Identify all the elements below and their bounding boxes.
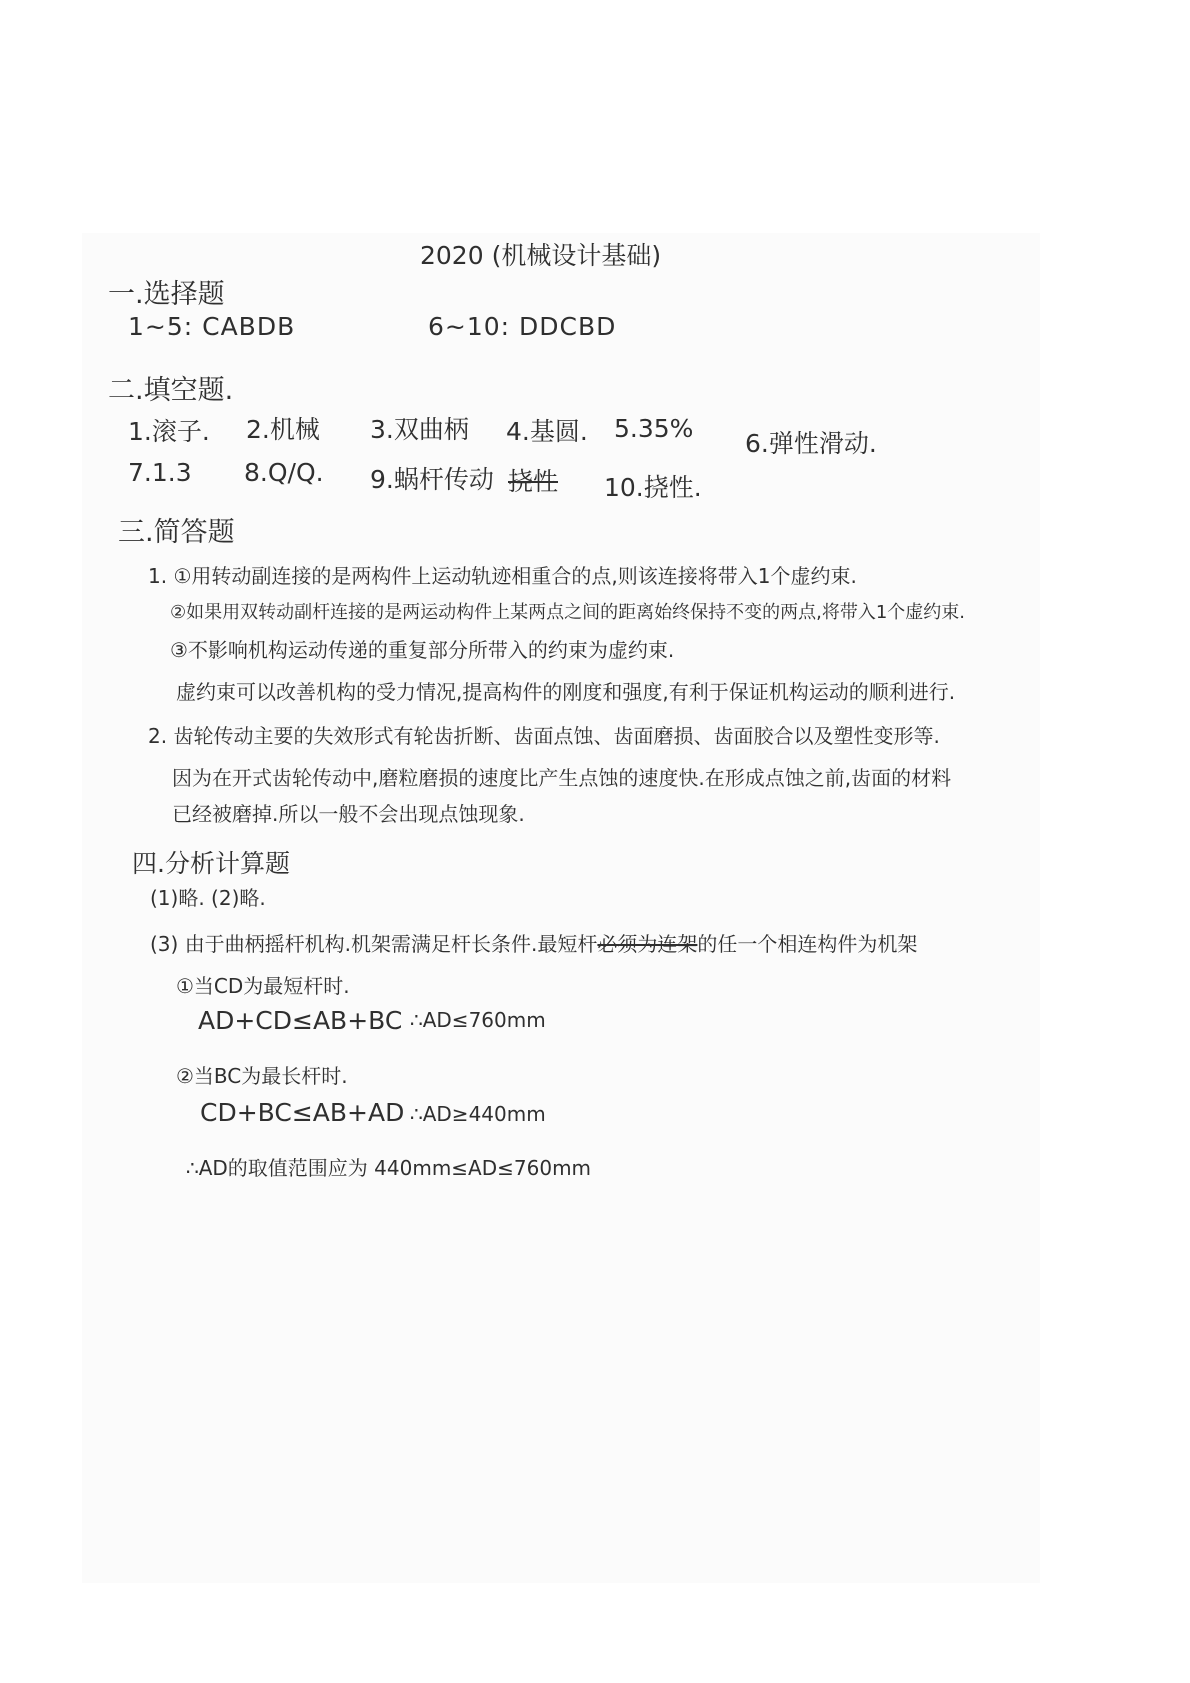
q1-line-2: ②如果用双转动副杆连接的是两运动构件上某两点之间的距离始终保持不变的两点,将带入1个虚约束.	[170, 602, 966, 623]
fill-item-6: 6.弹性滑动.	[745, 429, 877, 458]
case2-result: ∴AD≥440mm	[410, 1102, 546, 1126]
q1-line-1: 1. ①用转动副连接的是两构件上运动轨迹相重合的点,则该连接将带入1个虚约束.	[148, 564, 857, 588]
case1-equation: AD+CD≤AB+BC	[198, 1006, 403, 1035]
fill-item-1: 1.滚子.	[128, 417, 210, 446]
fill-item-3: 3.双曲柄	[370, 415, 469, 444]
calc-part-3-end: 的任一个相连构件为机架	[697, 932, 918, 956]
fill-item-10: 10.挠性.	[604, 473, 702, 502]
section4-heading: 四.分析计算题	[132, 849, 290, 878]
calc-part-3-struck: 必须为连架	[597, 932, 698, 956]
fill-item-7: 7.1.3	[128, 458, 192, 487]
q2-line-1: 2. 齿轮传动主要的失效形式有轮齿折断、齿面点蚀、齿面磨损、齿面胶合以及塑性变形等.	[148, 724, 940, 748]
crossed-out-word: 挠性	[508, 467, 559, 496]
q2-line-3: 已经被磨掉.所以一般不会出现点蚀现象.	[172, 802, 525, 826]
q1-line-4: 虚约束可以改善机构的受力情况,提高构件的刚度和强度,有利于保证机构运动的顺利进行.	[176, 680, 956, 704]
q1-line-3: ③不影响机构运动传递的重复部分所带入的约束为虚约束.	[170, 638, 675, 662]
calc-part-3-start: (3) 由于曲柄摇杆机构.机架需满足杆长条件.最短杆	[150, 932, 598, 956]
q2-line-2: 因为在开式齿轮传动中,磨粒磨损的速度比产生点蚀的速度快.在形成点蚀之前,齿面的材料	[172, 766, 952, 790]
calc-part-3	[150, 928, 917, 957]
fill-item-9: 9.蜗杆传动	[370, 465, 494, 494]
page-title: 2020 (机械设计基础)	[420, 241, 662, 270]
choice-answers-6-10: 6~10: DDCBD	[428, 312, 617, 341]
case1-result: ∴AD≤760mm	[410, 1008, 546, 1032]
section1-heading: 一.选择题	[108, 279, 225, 310]
section3-heading: 三.简答题	[118, 517, 235, 548]
choice-answers-1-5: 1~5: CABDB	[128, 312, 296, 341]
conclusion: ∴AD的取值范围应为 440mm≤AD≤760mm	[186, 1156, 592, 1180]
case2-equation: CD+BC≤AB+AD	[200, 1098, 405, 1127]
case2-heading: ②当BC为最长杆时.	[176, 1064, 348, 1088]
case1-heading: ①当CD为最短杆时.	[176, 974, 350, 998]
calc-part-1-2: (1)略. (2)略.	[150, 886, 266, 910]
section2-heading: 二.填空题.	[108, 375, 234, 406]
fill-item-5: 5.35%	[614, 414, 694, 443]
fill-item-4: 4.基圆.	[506, 417, 588, 446]
fill-item-2: 2.机械	[246, 415, 320, 444]
fill-item-8: 8.Q/Q.	[244, 458, 324, 487]
